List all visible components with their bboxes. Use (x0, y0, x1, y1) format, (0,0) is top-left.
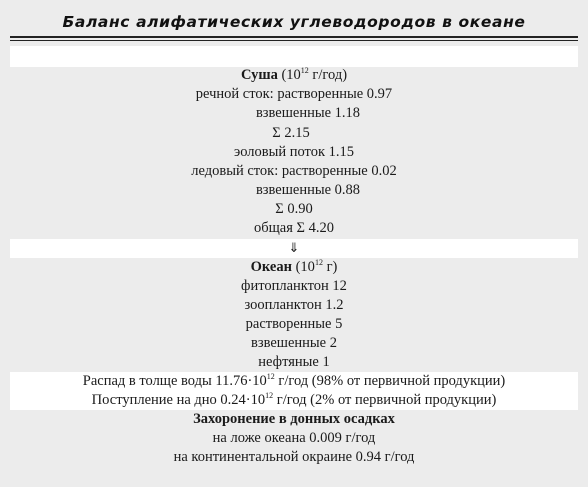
ocean-header-unit: ($10^{12}$ г) (295, 258, 338, 275)
land-header (10, 66, 578, 85)
land-header-title: Суша (240, 67, 278, 83)
title-divider-thick (10, 36, 578, 38)
ocean-petroleum: нефтяные 1 (258, 354, 330, 370)
ocean-header-title: Океан (250, 259, 292, 275)
title-divider-thin (10, 40, 578, 41)
burial-margin: на континентальной окраине 0.94 г/год (173, 449, 415, 465)
river-dissolved: речной сток: растворенные 0.97 (195, 86, 393, 102)
phytoplankton: фитопланктон 12 (241, 278, 347, 294)
aeolian-flux: эоловый поток 1.15 (233, 144, 354, 160)
decay-line: Распад в толще воды $11.76\cdot 10^{12}$ г/год (98% от первичной продукции) (82, 372, 506, 389)
land-header-unit: ($10^{12}$ г/год) (281, 66, 348, 83)
ice-suspended: взвешенные 0.88 (255, 182, 361, 198)
river-suspended: взвешенные 1.18 (255, 105, 361, 121)
flux-line: Поступление на дно $0.24\cdot 10^{12}$ г/год (2% от первичной продукции) (91, 391, 497, 408)
burial-header: Захоронение в донных осадках (193, 411, 395, 427)
ice-dissolved: ледовый сток: растворенные 0.02 (191, 163, 397, 179)
river-sum: Σ 2.15 (272, 125, 310, 141)
page-title: Баланс алифатических углеводородов в океане (62, 13, 526, 31)
ocean-dissolved: растворенные 5 (245, 316, 343, 332)
down-arrow-icon: ⇓ (288, 241, 300, 256)
band-top (10, 46, 578, 67)
ocean-suspended: взвешенные 2 (251, 335, 337, 351)
burial-ocean-floor: на ложе океана 0.009 г/год (212, 430, 376, 446)
zooplankton: зоопланктон 1.2 (244, 297, 344, 313)
ocean-header (10, 258, 578, 277)
ice-sum: Σ 0.90 (275, 201, 313, 217)
total-sum: общая Σ 4.20 (254, 220, 334, 236)
